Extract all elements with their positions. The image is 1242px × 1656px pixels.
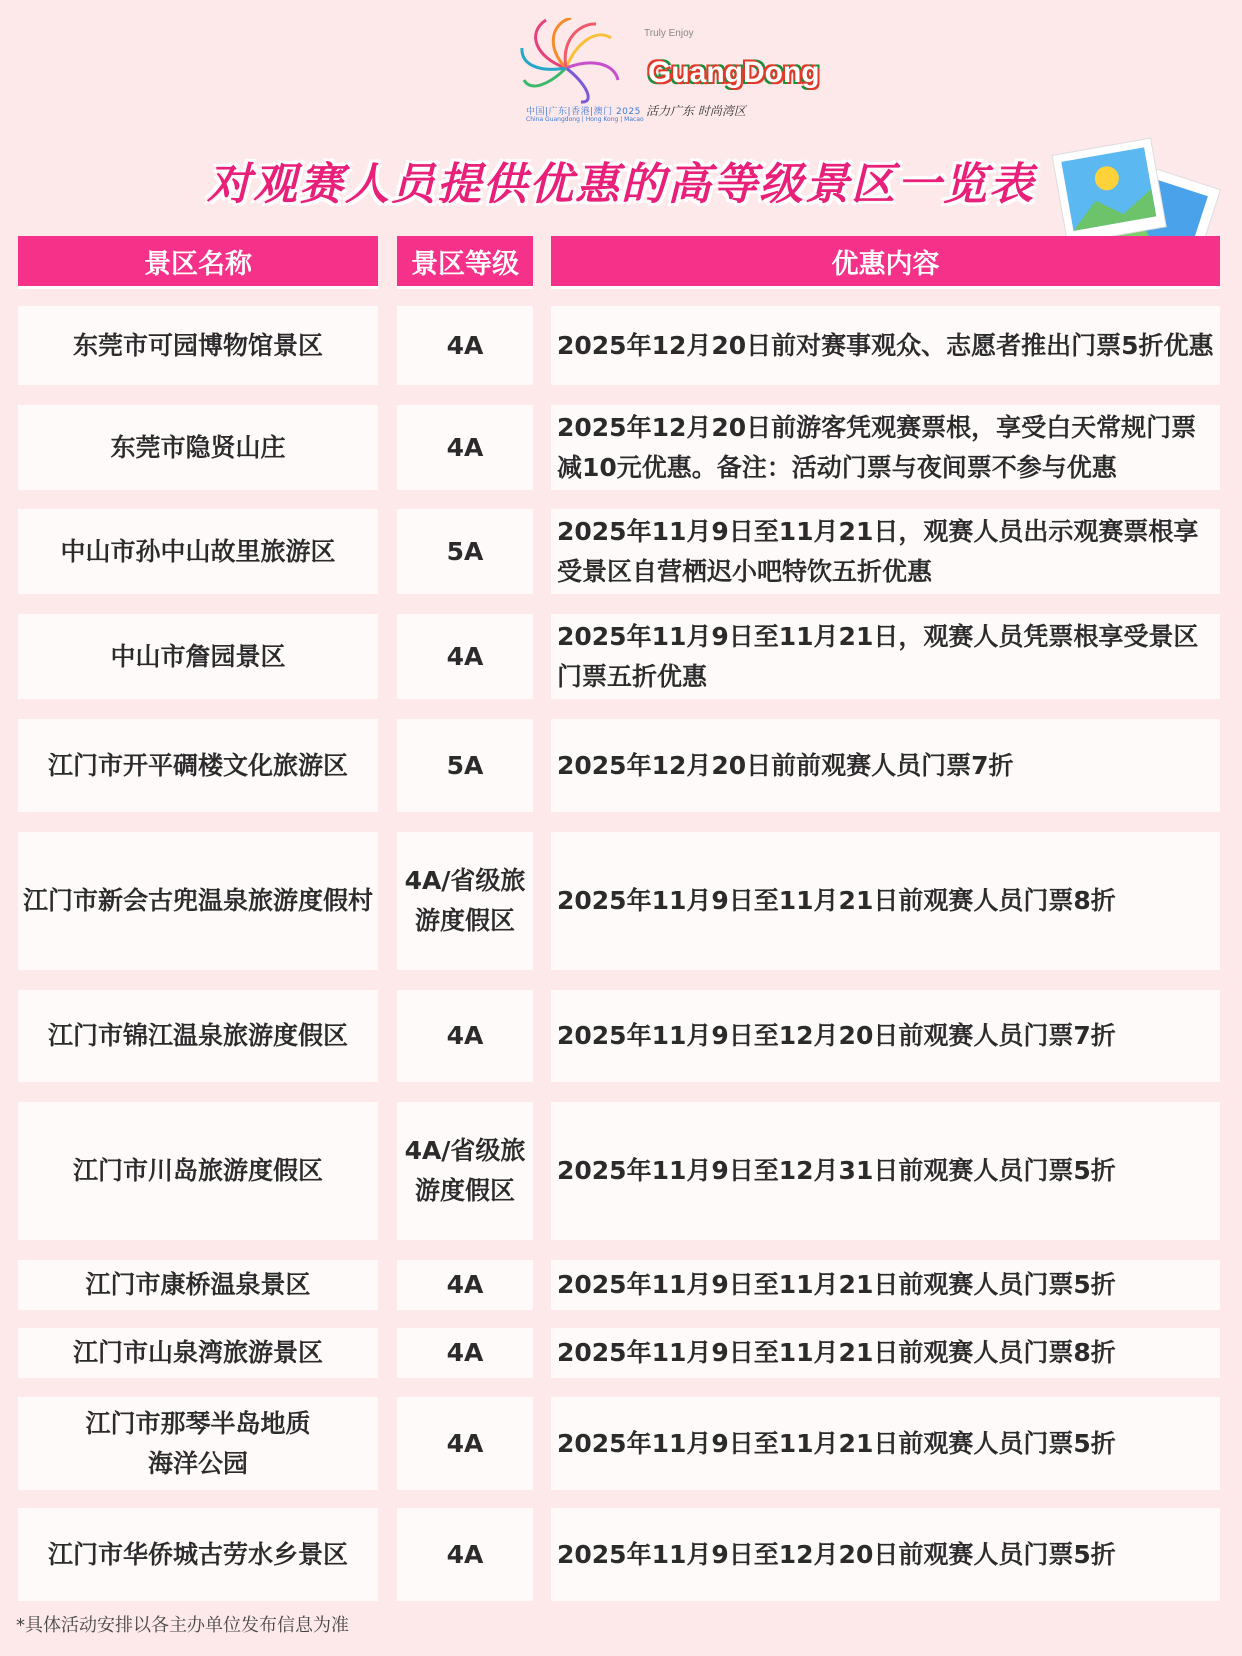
row-10-offer: 2025年11月9日至11月21日前观赛人员门票8折 [551, 1328, 1220, 1378]
row-2-grade: 4A [397, 405, 533, 490]
row-9-offer: 2025年11月9日至11月21日前观赛人员门票5折 [551, 1260, 1220, 1310]
row-12-offer: 2025年11月9日至12月20日前观赛人员门票5折 [551, 1508, 1220, 1601]
row-8-grade: 4A/省级旅游度假区 [397, 1102, 533, 1240]
row-6-grade: 4A/省级旅游度假区 [397, 832, 533, 970]
row-4-offer: 2025年11月9日至11月21日，观赛人员凭票根享受景区门票五折优惠 [551, 614, 1220, 699]
row-5-name: 江门市开平碉楼文化旅游区 [18, 719, 378, 812]
row-5-grade: 5A [397, 719, 533, 812]
row-5-offer: 2025年12月20日前前观赛人员门票7折 [551, 719, 1220, 812]
row-6-offer: 2025年11月9日至11月21日前观赛人员门票8折 [551, 832, 1220, 970]
row-7-name: 江门市锦江温泉旅游度假区 [18, 990, 378, 1082]
games-logo-text: 中国|广东|香港|澳门 2025 [526, 107, 641, 117]
row-1-offer: 2025年12月20日前对赛事观众、志愿者推出门票5折优惠 [551, 306, 1220, 385]
column-header-name: 景区名称 [18, 236, 378, 289]
row-11-name: 江门市那琴半岛地质海洋公园 [18, 1397, 378, 1490]
games-logo-subtext: China Guangdong | Hong Kong | Macao [526, 116, 644, 123]
row-7-grade: 4A [397, 990, 533, 1082]
row-7-offer: 2025年11月9日至12月20日前观赛人员门票7折 [551, 990, 1220, 1082]
row-12-grade: 4A [397, 1508, 533, 1601]
row-4-grade: 4A [397, 614, 533, 699]
column-header-grade: 景区等级 [397, 236, 533, 289]
row-11-grade: 4A [397, 1397, 533, 1490]
row-8-name: 江门市川岛旅游度假区 [18, 1102, 378, 1240]
row-1-grade: 4A [397, 306, 533, 385]
games-logo [520, 18, 644, 126]
row-9-grade: 4A [397, 1260, 533, 1310]
row-4-name: 中山市詹园景区 [18, 614, 378, 699]
row-3-name: 中山市孙中山故里旅游区 [18, 509, 378, 594]
column-header-offer: 优惠内容 [551, 236, 1220, 289]
row-2-offer: 2025年12月20日前游客凭观赛票根，享受白天常规门票减10元优惠。备注：活动门票与夜间票不参与优惠 [551, 405, 1220, 490]
guangdong-brand-text: GuangDong [648, 56, 820, 89]
row-6-name: 江门市新会古兜温泉旅游度假村 [18, 832, 378, 970]
row-8-offer: 2025年11月9日至12月31日前观赛人员门票5折 [551, 1102, 1220, 1240]
guangdong-tourism-logo [640, 26, 820, 122]
row-3-offer: 2025年11月9日至11月21日，观赛人员出示观赛票根享受景区自营栖迟小吧特饮五折优惠 [551, 509, 1220, 594]
row-9-name: 江门市康桥温泉景区 [18, 1260, 378, 1310]
row-10-name: 江门市山泉湾旅游景区 [18, 1328, 378, 1378]
footnote: *具体活动安排以各主办单位发布信息为准 [16, 1615, 349, 1636]
truly-enjoy-text: Truly Enjoy [644, 28, 694, 39]
row-12-name: 江门市华侨城古劳水乡景区 [18, 1508, 378, 1601]
row-11-offer: 2025年11月9日至11月21日前观赛人员门票5折 [551, 1397, 1220, 1490]
row-2-name: 东莞市隐贤山庄 [18, 405, 378, 490]
row-10-grade: 4A [397, 1328, 533, 1378]
flower-emblem-icon [520, 18, 630, 104]
row-1-name: 东莞市可园博物馆景区 [18, 306, 378, 385]
page-title: 对观赛人员提供优惠的高等级景区一览表 [207, 159, 1035, 210]
row-3-grade: 5A [397, 509, 533, 594]
slogan-text: 活力广东 时尚湾区 [646, 104, 746, 118]
